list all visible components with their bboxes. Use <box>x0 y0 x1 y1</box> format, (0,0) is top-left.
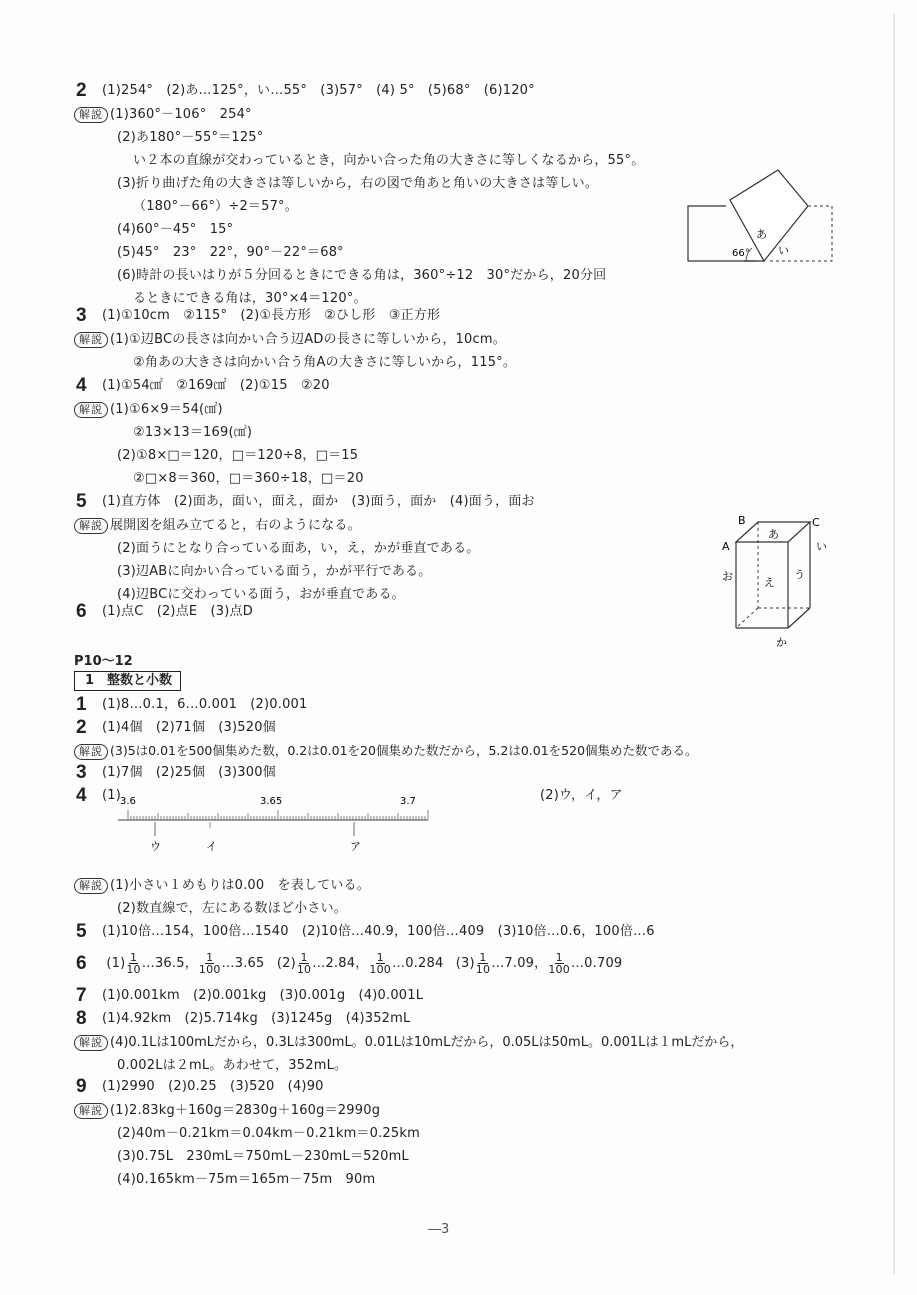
question-number: 6 <box>76 953 87 974</box>
solution-badge: 解説 <box>74 878 108 894</box>
fig-face-u: う <box>794 568 805 581</box>
q5-solution-4: (4)辺BCに交わっている面う，おが垂直である。 <box>117 587 405 602</box>
fraction-one-hundredth <box>548 952 570 975</box>
solution-text: (1)①6×9＝54(㎠) <box>110 402 223 417</box>
s9-solution-3: (3)0.75L 230mL＝750mL－230mL＝520mL <box>117 1149 409 1164</box>
numerator: 1 <box>555 951 563 964</box>
question-number: 4 <box>76 785 87 806</box>
solution-text: (3)5は0.01を500個集めた数，0.2は0.01を20個集めた数だから，5.2は0.01を520個集めた数である。 <box>110 743 698 758</box>
s8-answers-line <box>76 1010 410 1028</box>
s9-answers-line <box>76 1078 324 1096</box>
answer-text: (1)8…0.1，6…0.001 (2)0.001 <box>102 697 308 712</box>
tick-label-3.6: 3.6 <box>120 796 136 807</box>
q2-solution-5: (5)45° 23° 22°，90°－22°＝68° <box>117 245 344 260</box>
q3-answers-line <box>76 307 440 325</box>
answer-text: (1)①54㎠ ②169㎠ (2)①15 ②20 <box>102 378 330 393</box>
q2-solution-6a: (6)時計の長いはりが５分回るときにできる角は，360°÷12 30°だから，20分回 <box>117 268 607 283</box>
numerator: 1 <box>376 951 384 964</box>
mark-i: イ <box>206 840 217 853</box>
question-number: 7 <box>76 985 87 1006</box>
part-label: (1) <box>102 788 122 803</box>
mark-u: ウ <box>150 840 161 853</box>
s4-solution-1 <box>74 877 370 895</box>
solution-text: 展開図を組み立てると，右のようになる。 <box>110 518 361 533</box>
s9-solution-2: (2)40m－0.21km＝0.04km－0.21km＝0.25km <box>117 1126 420 1141</box>
question-number: 9 <box>76 1076 87 1097</box>
mark-a: ア <box>350 840 361 853</box>
part-label: (3) <box>455 956 475 971</box>
fig-angle-label: 66° <box>732 248 750 259</box>
value-text: …0.284 <box>392 956 444 971</box>
number-line <box>110 792 440 862</box>
value-text: …7.09， <box>491 956 548 971</box>
s2-solution-1 <box>74 742 698 760</box>
q4-solution-3: (2)①8×□＝120，□＝120÷8，□＝15 <box>117 448 359 463</box>
answer-text: (1)2990 (2)0.25 (3)520 (4)90 <box>102 1079 324 1094</box>
answer-text: (1)254° (2)あ…125°，い…55° (3)57° (4) 5° (5)68° (6)120° <box>102 83 535 98</box>
s4-solution-2: (2)数直線で，左にある数ほど小さい。 <box>117 901 347 916</box>
cuboid-figure <box>718 512 836 654</box>
question-number: 2 <box>76 80 87 101</box>
s2-answers-line <box>76 719 276 737</box>
q5-solution-3: (3)辺ABに向かい合っている面う，かが平行である。 <box>117 564 432 579</box>
s5-answers-line <box>76 923 655 941</box>
fraction-one-hundredth <box>369 952 391 975</box>
s8-solution-2: 0.002Lは２mL。あわせて，352mL。 <box>117 1058 348 1073</box>
solution-badge: 解説 <box>74 332 108 348</box>
numerator: 1 <box>206 951 214 964</box>
s1-answers-line <box>76 696 307 714</box>
numerator: 1 <box>129 951 138 964</box>
s4-part2-answer: (2)ウ，イ，ア <box>540 788 623 803</box>
denominator: 10 <box>475 963 491 976</box>
fig-face-i: い <box>816 540 827 553</box>
fig-face-a: あ <box>768 528 779 541</box>
denominator: 100 <box>548 963 570 976</box>
solution-text: (4)0.1Lは100mLだから，0.3Lは300mL。0.01Lは10mLだから，0.05Lは50mL。0.001Lは１mLだから， <box>110 1035 744 1050</box>
answer-text: (1)直方体 (2)面あ，面い，面え，面か (3)面う，面か (4)面う，面お <box>102 494 535 509</box>
fig-angle-i: い <box>778 244 789 257</box>
q2-solution-3b: （180°－66°）÷2＝57°。 <box>133 199 298 214</box>
q4-solution-1 <box>74 401 223 419</box>
q6-answers-line <box>76 603 253 621</box>
answer-text: (1)0.001km (2)0.001kg (3)0.001g (4)0.001L <box>102 988 424 1003</box>
q4-solution-4: ②□×8＝360，□＝360÷18，□＝20 <box>133 471 364 486</box>
section-title-box: 1 整数と小数 <box>74 671 181 691</box>
q2-solution-6b: るときにできる角は，30°×4＝120°。 <box>133 291 367 306</box>
solution-text: (1)2.83kg＋160g＝2830g＋160g＝2990g <box>110 1103 381 1118</box>
page-range-heading: P10～12 <box>74 654 133 669</box>
fig-vertex-c: C <box>812 516 820 529</box>
page-number: ―3 <box>428 1222 450 1237</box>
numerator: 1 <box>300 951 308 964</box>
q2-solution-2a: (2)あ180°－55°＝125° <box>117 130 264 145</box>
question-number: 4 <box>76 375 87 396</box>
solution-badge: 解説 <box>74 1035 108 1051</box>
q2-solution-4: (4)60°－45° 15° <box>117 222 234 237</box>
q2-solution-1 <box>74 106 252 124</box>
question-number: 3 <box>76 762 87 783</box>
page-edge-shadow <box>893 14 895 1274</box>
solution-badge: 解説 <box>74 402 108 418</box>
value-text: …36.5， <box>141 956 198 971</box>
denominator: 10 <box>126 963 141 976</box>
solution-badge: 解説 <box>74 1103 108 1119</box>
answer-text: (1)10倍…154，100倍…1540 (2)10倍…40.9，100倍…409 (3)10倍…0.6，100倍…6 <box>102 924 655 939</box>
numerator: 1 <box>479 951 487 964</box>
fig-vertex-a: A <box>722 540 730 553</box>
q3-solution-1 <box>74 331 506 349</box>
number-line-ticks <box>128 810 428 820</box>
q5-solution-2: (2)面うにとなり合っている面あ，い，え，かが垂直である。 <box>117 541 480 556</box>
tick-label-3.7: 3.7 <box>400 796 416 807</box>
q5-solution-1 <box>74 517 361 535</box>
fraction-one-tenth <box>476 952 490 975</box>
denominator: 100 <box>198 963 221 976</box>
fig-vertex-b: B <box>738 514 746 527</box>
fraction-one-hundredth <box>199 952 221 975</box>
solution-badge: 解説 <box>74 107 108 123</box>
answer-text: (1)4.92km (2)5.714kg (3)1245g (4)352mL <box>102 1011 411 1026</box>
question-number: 6 <box>76 601 87 622</box>
q2-answers-line <box>76 82 535 100</box>
question-number: 5 <box>76 491 87 512</box>
tick-label-3.65: 3.65 <box>260 796 283 807</box>
solution-badge: 解説 <box>74 518 108 534</box>
fig-face-ka: か <box>776 636 787 649</box>
question-number: 5 <box>76 921 87 942</box>
answer-text: (1)7個 (2)25個 (3)300個 <box>102 765 276 780</box>
solution-badge: 解説 <box>74 744 108 760</box>
fig-angle-a: あ <box>756 228 767 241</box>
answer-text: (1)①10cm ②115° (2)①長方形 ②ひし形 ③正方形 <box>102 308 441 323</box>
s9-solution-1 <box>74 1102 380 1120</box>
part-label: (2) <box>276 956 296 971</box>
answer-text: (1)点C (2)点E (3)点D <box>102 604 253 619</box>
question-number: 2 <box>76 717 87 738</box>
fig-face-o: お <box>722 570 733 583</box>
value-text: …2.84， <box>312 956 369 971</box>
s8-solution-1 <box>74 1034 743 1052</box>
value-text: …3.65 <box>221 956 265 971</box>
solution-text: (1)①辺BCの長さは向かい合う辺ADの長さに等しいから，10cm。 <box>110 332 506 347</box>
solution-text: (1)小さい１めもりは0.00 を表している。 <box>110 878 370 893</box>
folded-paper-figure <box>686 166 836 266</box>
value-text: …0.709 <box>570 956 623 971</box>
q4-answers-line <box>76 377 330 395</box>
solution-text: (1)360°－106° 254° <box>110 107 252 122</box>
question-number: 3 <box>76 305 87 326</box>
q2-solution-3a: (3)折り曲げた角の大きさは等しいから，右の図で角あと角いの大きさは等しい。 <box>117 176 599 191</box>
part-label: (1) <box>106 956 126 971</box>
q5-answers-line <box>76 493 535 511</box>
question-number: 1 <box>76 694 87 715</box>
q3-solution-2: ②角あの大きさは向かい合う角Aの大きさに等しいから，115°。 <box>133 355 517 370</box>
s3-answers-line <box>76 764 276 782</box>
s7-answers-line <box>76 987 423 1005</box>
s9-solution-4: (4)0.165km－75m＝165m－75m 90m <box>117 1172 376 1187</box>
denominator: 10 <box>296 963 312 976</box>
fraction-one-tenth <box>297 952 311 975</box>
fraction-one-tenth <box>126 952 140 975</box>
answer-text: (1)4個 (2)71個 (3)520個 <box>102 720 276 735</box>
denominator: 100 <box>369 963 392 976</box>
fig-face-e: え <box>764 576 775 589</box>
q4-solution-2: ②13×13＝169(㎠) <box>133 425 253 440</box>
q2-solution-2b: い２本の直線が交わっているとき，向かい合った角の大きさに等しくなるから，55°。 <box>133 153 645 168</box>
question-number: 8 <box>76 1008 87 1029</box>
s6-answers-line <box>76 952 622 975</box>
